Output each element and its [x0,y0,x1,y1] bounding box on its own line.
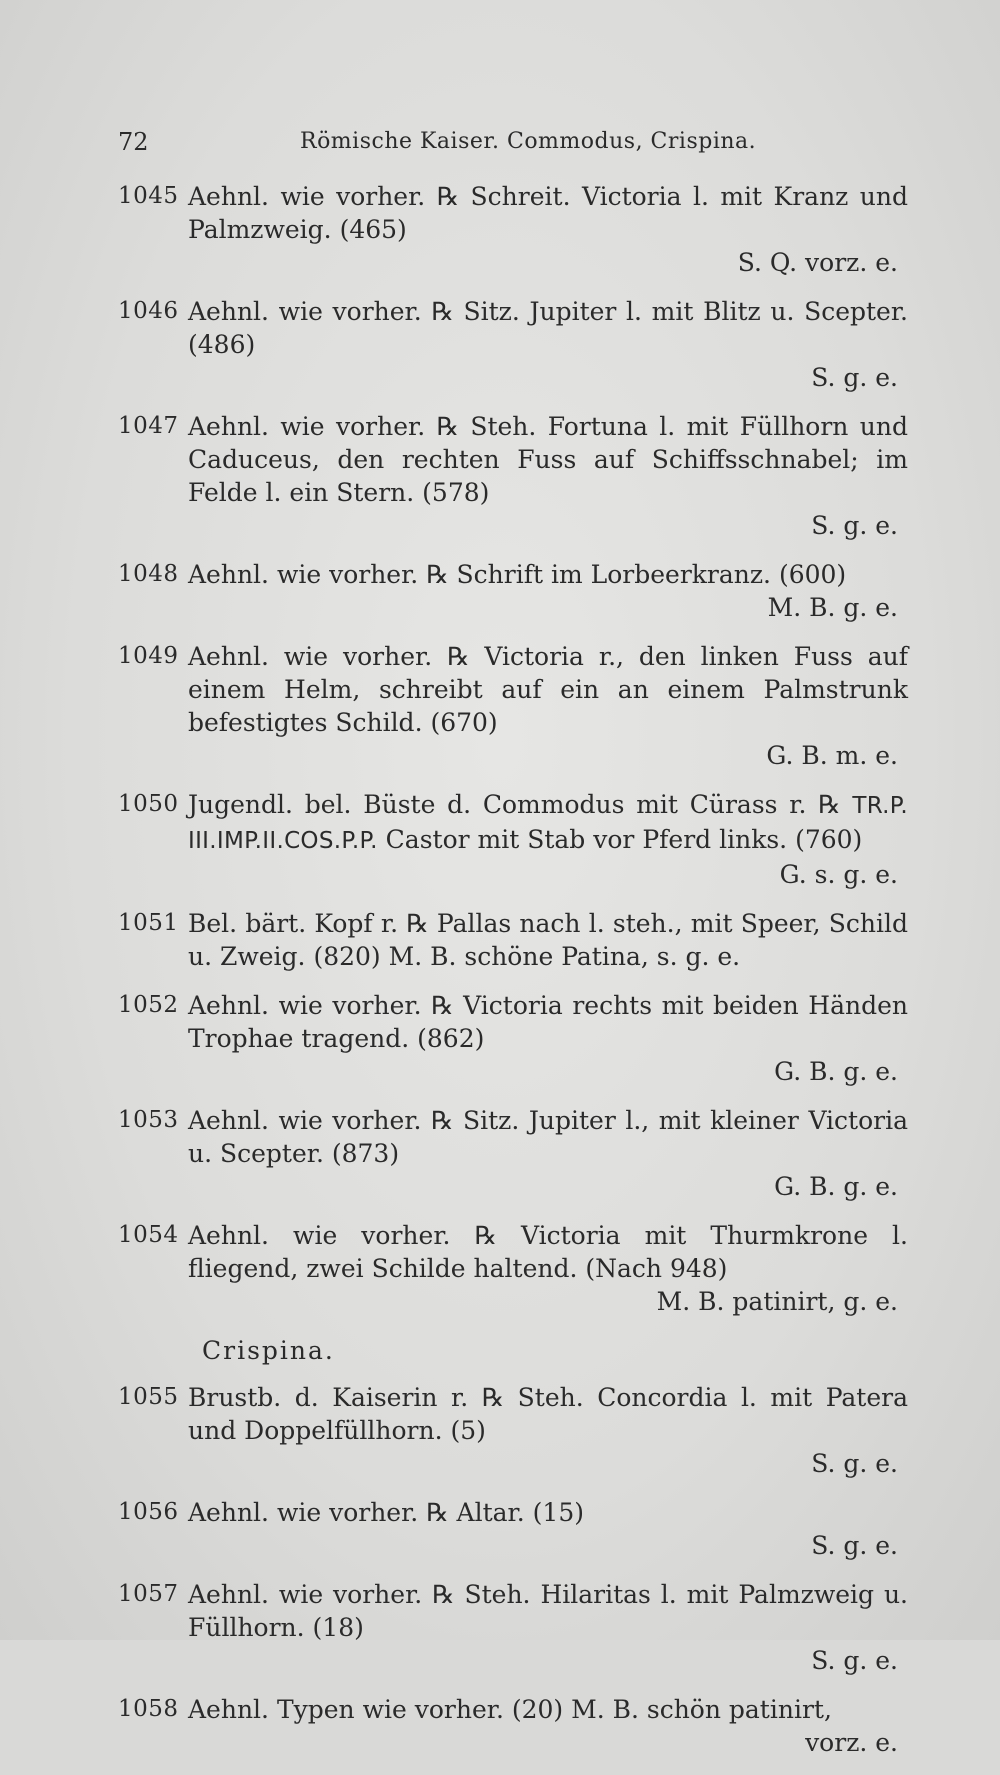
page-number: 72 [118,128,149,156]
entry-number: 1056 [118,1499,179,1525]
entry-text: Aehnl. wie vorher. ℞ Victoria rechts mit beiden Händen Trophae tragend. (862) [188,991,908,1053]
entry-number: 1047 [118,413,179,439]
entry-number: 1045 [118,183,179,209]
entry-grade: M. B. patinirt, g. e. [656,1287,898,1316]
entry-text-after: Castor mit Stab vor Pferd links. (760) [377,825,863,854]
entry-text: Aehnl. wie vorher. ℞ Steh. Hilaritas l. mit Palmzweig u. Füllhorn. (18) [188,1580,908,1642]
catalog-entry [118,1496,908,1562]
running-head: Römische Kaiser. Commodus, Crispina. [300,129,757,154]
entry-grade: S. g. e. [811,1531,898,1560]
catalog-entry [118,295,908,394]
entry-grade: S. g. e. [811,1646,898,1675]
entry-number: 1051 [118,910,179,936]
catalog-entry [118,1104,908,1203]
catalog-entry [118,989,908,1088]
entry-grade: S. g. e. [811,363,898,392]
catalog-entry [118,1219,908,1318]
entry-text: Aehnl. wie vorher. ℞ Sitz. Jupiter l., mit kleiner Victoria u. Scepter. (873) [188,1106,908,1168]
entry-text: Brustb. d. Kaiserin r. ℞ Steh. Concordia l. mit Patera und Doppelfüllhorn. (5) [188,1383,908,1445]
entry-grade: G. B. m. e. [766,741,898,770]
entry-number: 1050 [118,791,179,817]
catalog-entry [118,558,908,624]
page-header [118,122,878,162]
entry-grade: S. g. e. [811,1449,898,1478]
entry-text: Aehnl. wie vorher. ℞ Steh. Fortuna l. mit Füllhorn und Caduceus, den rechten Fuss auf Schiffsschnabel; im Felde l. ein Stern. (578) [188,412,908,507]
entry-grade: G. s. g. e. [779,860,898,889]
catalog-entry [118,1693,908,1759]
catalog-entry [118,640,908,772]
entry-text: Aehnl. wie vorher. ℞ Victoria r., den linken Fuss auf einem Helm, schreibt auf ein an einem Palmstrunk befestigtes Schild. (670) [188,642,908,737]
entry-number: 1058 [118,1696,179,1722]
entry-number: 1053 [118,1107,179,1133]
catalog-entry [118,180,908,279]
catalog-entry [118,410,908,542]
entry-text: Bel. bärt. Kopf r. ℞ Pallas nach l. steh., mit Speer, Schild u. Zweig. (820) M. B. schöne Patina, s. g. e. [188,909,908,971]
entry-text: Aehnl. wie vorher. ℞ Sitz. Jupiter l. mit Blitz u. Scepter. (486) [188,297,908,359]
entry-text: Aehnl. wie vorher. ℞ Victoria mit Thurmkrone l. fliegend, zwei Schilde haltend. (Nach 948) [188,1221,908,1283]
entry-text: Aehnl. wie vorher. ℞ Schreit. Victoria l. mit Kranz und Palmzweig. (465) [188,182,908,244]
entry-text-before: Jugendl. bel. Büste d. Commodus mit Cürass r. ℞ [188,790,853,819]
catalog-entries [118,180,908,1775]
entry-number: 1057 [118,1581,179,1607]
entry-grade: vorz. e. [805,1728,898,1757]
entry-number: 1049 [118,643,179,669]
entry-number: 1052 [118,992,179,1018]
entry-grade: G. B. g. e. [774,1057,898,1086]
catalog-entry [118,907,908,973]
entry-grade: S. g. e. [811,511,898,540]
entry-number: 1048 [118,561,179,587]
entry-grade: S. Q. vorz. e. [737,248,898,277]
entry-text: Aehnl. wie vorher. ℞ Altar. (15) [188,1498,584,1527]
coin-legend: TR.P. III.IMP.II.COS.P.P. [188,793,908,854]
entry-text [188,788,908,858]
entry-grade: G. B. g. e. [774,1172,898,1201]
entry-number: 1054 [118,1222,179,1248]
entry-text: Aehnl. wie vorher. ℞ Schrift im Lorbeerkranz. (600) [188,560,847,589]
catalog-entry [118,788,908,891]
entry-number: 1046 [118,298,179,324]
entry-number: 1055 [118,1384,179,1410]
section-title: Crispina. [202,1336,335,1365]
catalog-entry [118,1578,908,1677]
entry-grade: M. B. g. e. [767,593,898,622]
catalog-entry [118,1381,908,1480]
entry-text: Aehnl. Typen wie vorher. (20) M. B. schön patinirt, [188,1695,832,1724]
